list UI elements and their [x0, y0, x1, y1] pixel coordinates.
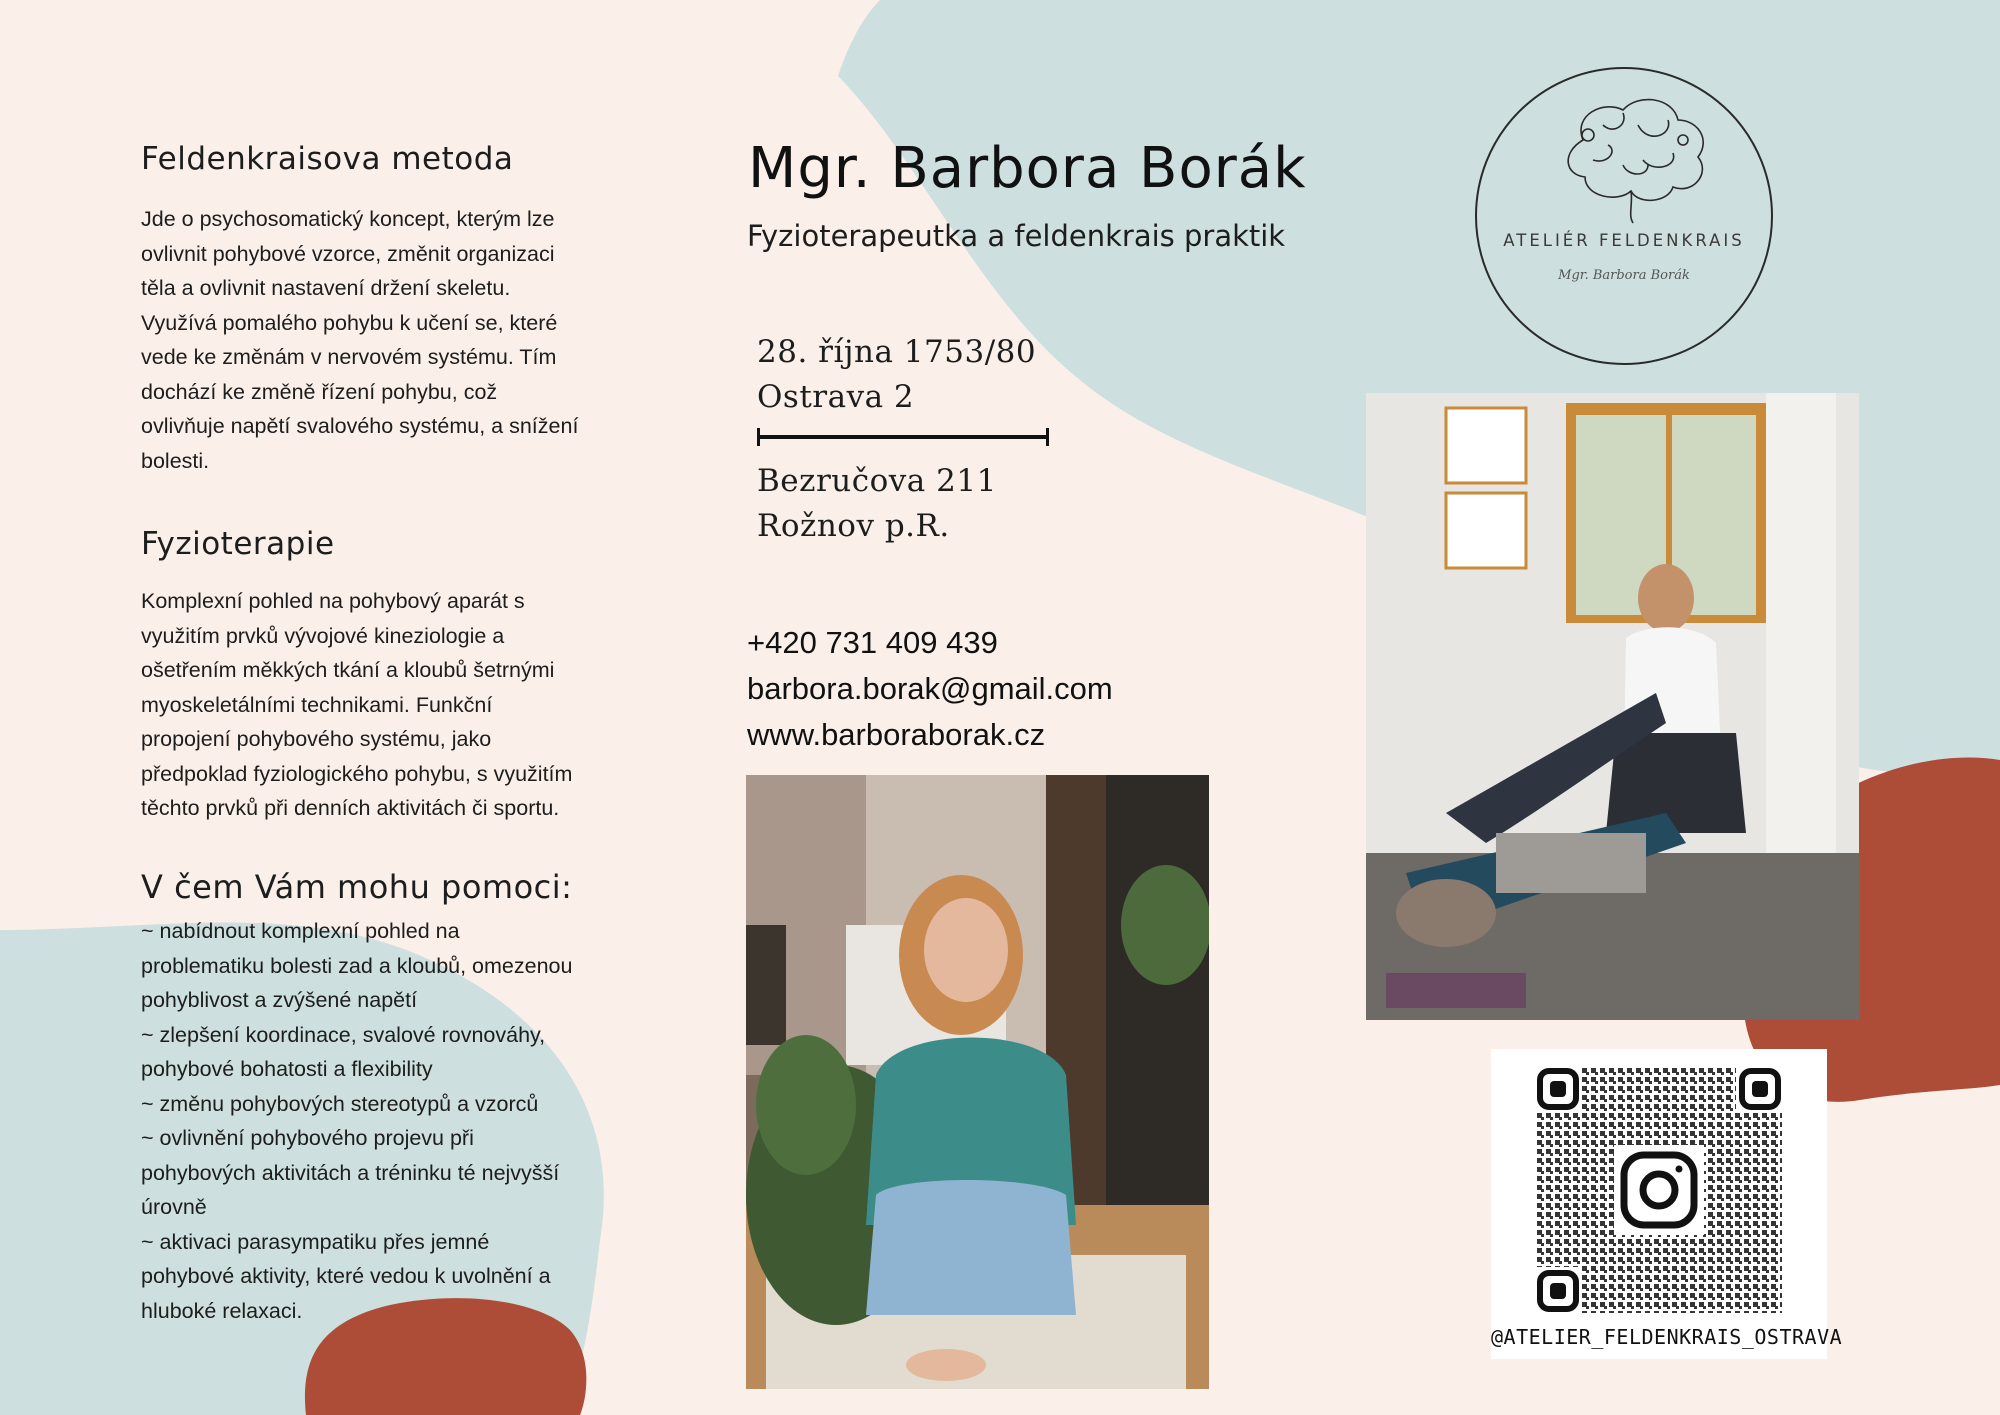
address-divider	[757, 435, 1049, 439]
list-item: úrovně	[141, 1195, 207, 1219]
text-line: Využívá pomalého pohybu k učení se, které	[141, 310, 558, 335]
help-heading: V čem Vám mohu pomoci:	[141, 868, 573, 906]
list-item: ~ nabídnout komplexní pohled na	[141, 919, 460, 943]
text-line: vede ke změnám v nervovém systému. Tím	[141, 345, 557, 369]
page-title: Mgr. Barbora Borák	[748, 136, 1307, 201]
text-line: ovlivňuje napětí svalového systému, a snížení	[141, 414, 579, 438]
page-subtitle: Fyzioterapeutka a feldenkrais praktik	[747, 219, 1286, 253]
list-item: ~ aktivaci parasympatiku přes jemné	[141, 1229, 490, 1254]
text-line: Komplexní pohled na pohybový aparát s	[141, 589, 525, 613]
list-item: pohybové bohatosti a flexibility	[141, 1057, 433, 1081]
list-item: pohyblivost a zvýšené napětí	[141, 988, 418, 1012]
feldenkrais-paragraph	[141, 202, 621, 478]
portrait-photo	[746, 775, 1209, 1389]
logo-title: ATELIÉR FELDENKRAIS	[1503, 231, 1745, 250]
website-link[interactable]: www.barboraborak.cz	[747, 717, 1046, 752]
text-line: Jde o psychosomatický koncept, kterým lze	[141, 207, 555, 231]
address-ostrava	[757, 330, 1036, 420]
contact-block	[747, 620, 1113, 758]
text-line: ošetřením měkkých tkání a kloubů šetrnými	[141, 658, 555, 682]
text-line: propojení pohybového systému, jako	[141, 727, 492, 751]
address-roznov	[757, 459, 997, 549]
list-item: problematiku bolesti zad a kloubů, omezenou	[141, 953, 573, 978]
qr-code-icon	[1536, 1067, 1782, 1313]
fyzioterapie-heading: Fyzioterapie	[141, 526, 335, 562]
list-item: hluboké relaxaci.	[141, 1298, 303, 1323]
text-line: bolesti.	[141, 448, 210, 473]
list-item: pohybových aktivitách a tréninku té nejvyšší	[141, 1160, 560, 1185]
address-line: Bezručova 211	[757, 463, 997, 499]
text-line: ovlivnit pohybové vzorce, změnit organizaci	[141, 241, 555, 266]
text-line: těla a ovlivnit nastavení držení skeletu.	[141, 276, 511, 300]
treatment-photo	[1366, 393, 1859, 1020]
address-line: Ostrava 2	[757, 379, 915, 415]
feldenkrais-heading: Feldenkraisova metoda	[141, 141, 514, 177]
qr-code-card[interactable]	[1491, 1049, 1843, 1359]
text-line: předpoklad fyziologického pohybu, s využitím	[141, 761, 573, 786]
email-link[interactable]: barbora.borak@gmail.com	[747, 671, 1113, 706]
address-line: 28. října 1753/80	[757, 334, 1037, 370]
text-line: využitím prvků vývojové kineziologie a	[141, 623, 505, 648]
atelier-logo	[1473, 65, 1775, 367]
instagram-handle[interactable]: @ATELIER_FELDENKRAIS_OSTRAVA	[1491, 1325, 1843, 1349]
text-line: myoskeletálními technikami. Funkční	[141, 692, 493, 717]
brain-logo-icon	[1473, 65, 1775, 367]
list-item: ~ změnu pohybových stereotypů a vzorců	[141, 1091, 539, 1116]
list-item: pohybové aktivity, které vedou k uvolnění a	[141, 1264, 551, 1288]
text-line: dochází ke změně řízení pohybu, což	[141, 379, 498, 404]
phone-number[interactable]: +420 731 409 439	[747, 625, 998, 660]
address-line: Rožnov p.R.	[757, 508, 950, 544]
list-item: ~ zlepšení koordinace, svalové rovnováhy,	[141, 1022, 546, 1047]
list-item: ~ ovlivnění pohybového projevu při	[141, 1126, 474, 1150]
logo-signature: Mgr. Barbora Borák	[1558, 268, 1690, 283]
fyzioterapie-paragraph	[141, 584, 621, 826]
help-list	[141, 914, 611, 1328]
text-line: těchto prvků při denních aktivitách či sportu.	[141, 796, 560, 820]
